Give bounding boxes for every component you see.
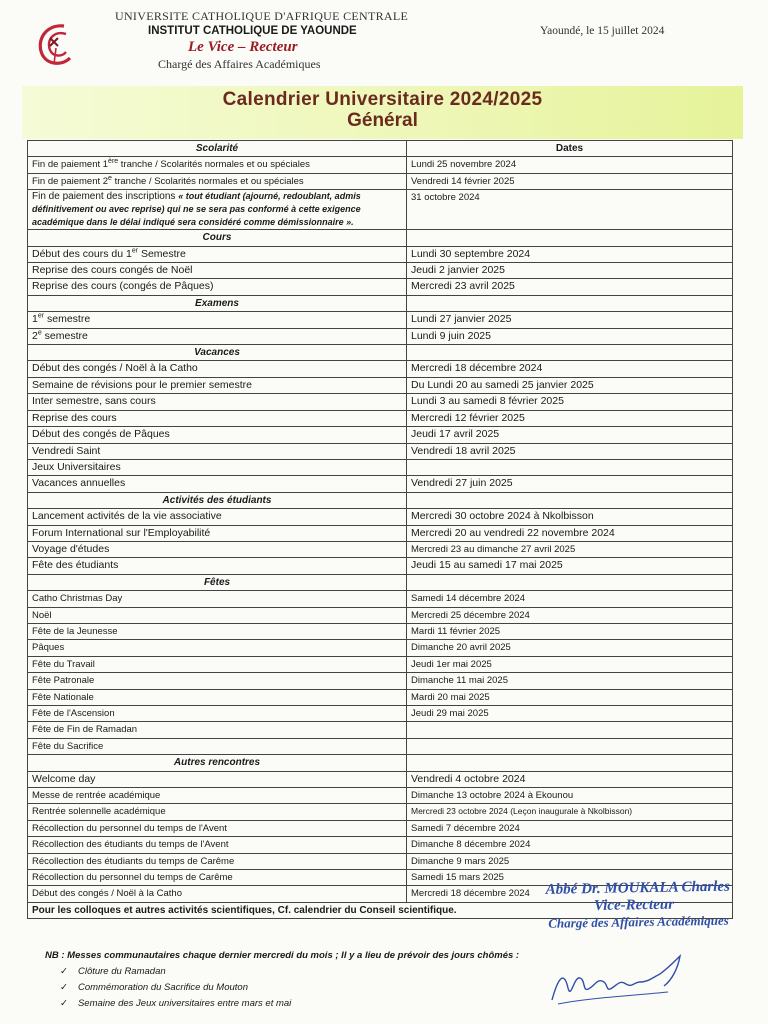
table-row <box>28 246 733 262</box>
table-row <box>28 623 733 639</box>
table-row <box>28 689 733 705</box>
row-date: Mercredi 30 octobre 2024 à Nkolbisson <box>407 509 733 525</box>
calendar-table <box>27 140 733 919</box>
table-row <box>28 706 733 722</box>
row-date: Lundi 9 juin 2025 <box>407 328 733 344</box>
row-label: Début des cours du 1er Semestre <box>28 246 407 262</box>
row-date: Dimanche 13 octobre 2024 à Ekounou <box>407 788 733 804</box>
table-row <box>28 157 733 173</box>
page-title: Calendrier Universitaire 2024/2025 <box>222 89 543 110</box>
institution-header <box>115 9 415 72</box>
row-label: Vendredi Saint <box>28 443 407 459</box>
row-date: Vendredi 27 juin 2025 <box>407 476 733 492</box>
row-date: Mardi 20 mai 2025 <box>407 689 733 705</box>
table-row <box>28 656 733 672</box>
table-row <box>28 459 733 475</box>
row-label: Récollection des étudiants du temps de Carême <box>28 853 407 869</box>
row-date: Lundi 25 novembre 2024 <box>407 157 733 173</box>
table-row <box>28 263 733 279</box>
row-date: Mercredi 18 décembre 2024 <box>407 886 733 902</box>
row-date: Dimanche 20 avril 2025 <box>407 640 733 656</box>
row-label: Début des congés / Noël à la Catho <box>28 886 407 902</box>
office-role: Chargé des Affaires Académiques <box>158 57 321 71</box>
row-date: Samedi 15 mars 2025 <box>407 870 733 886</box>
row-date <box>407 459 733 475</box>
row-label: Fête Patronale <box>28 673 407 689</box>
section-header-activites <box>28 492 733 508</box>
table-row <box>28 476 733 492</box>
table-row <box>28 427 733 443</box>
row-label: Noël <box>28 607 407 623</box>
university-name: UNIVERSITE CATHOLIQUE D'AFRIQUE CENTRALE <box>115 9 409 23</box>
title-banner <box>22 86 743 139</box>
row-label: Messe de rentrée académique <box>28 788 407 804</box>
row-label: Fin de paiement 2e tranche / Scolarités normales et ou spéciales <box>28 173 407 189</box>
row-label: Début des congés de Pâques <box>28 427 407 443</box>
row-date: Mercredi 23 avril 2025 <box>407 279 733 295</box>
table-row <box>28 853 733 869</box>
row-label: Récollection des étudiants du temps de l'Avent <box>28 837 407 853</box>
colloques-note: Pour les colloques et autres activités scientifiques, Cf. calendrier du Conseil scientifique. <box>28 902 733 918</box>
row-label: Pâques <box>28 640 407 656</box>
row-label: Fête de la Jeunesse <box>28 623 407 639</box>
section-title: Cours <box>28 230 407 246</box>
check-mark-icon: ✓ <box>60 966 68 977</box>
section-header-examens <box>28 295 733 311</box>
institute-name: INSTITUT CATHOLIQUE DE YAOUNDE <box>148 25 357 37</box>
row-label: Fête de Fin de Ramadan <box>28 722 407 738</box>
row-date: Mercredi 23 au dimanche 27 avril 2025 <box>407 541 733 557</box>
table-row <box>28 788 733 804</box>
stamp-title: Vice-Recteur <box>593 896 675 914</box>
row-label: Jeux Universitaires <box>28 459 407 475</box>
row-date: Jeudi 1er mai 2025 <box>407 656 733 672</box>
table-row <box>28 738 733 754</box>
row-label: Welcome day <box>28 771 407 787</box>
nb-note: NB : Messes communautaires chaque dernier mercredi du mois ; Il y a lieu de prévoir des jours chômés : <box>45 950 520 961</box>
table-row <box>28 312 733 328</box>
check-mark-icon: ✓ <box>60 982 68 993</box>
table-row <box>28 558 733 574</box>
section-header-vacances <box>28 345 733 361</box>
row-date: Dimanche 9 mars 2025 <box>407 853 733 869</box>
row-date: Du Lundi 20 au samedi 25 janvier 2025 <box>407 377 733 393</box>
row-label: Fête du Sacrifice <box>28 738 407 754</box>
row-date: Mercredi 25 décembre 2024 <box>407 607 733 623</box>
row-date: Dimanche 11 mai 2025 <box>407 673 733 689</box>
row-label: Fête des étudiants <box>28 558 407 574</box>
check-mark-icon: ✓ <box>60 998 68 1009</box>
section-header-scolarite <box>28 141 733 157</box>
table-row <box>28 361 733 377</box>
table-row <box>28 837 733 853</box>
table-row <box>28 190 733 230</box>
stamp-name: Abbé Dr. MOUKALA Charles <box>545 878 731 898</box>
row-date: Mardi 11 février 2025 <box>407 623 733 639</box>
table-row <box>28 804 733 820</box>
section-title: Examens <box>28 295 407 311</box>
table-row <box>28 328 733 344</box>
section-title: Vacances <box>28 345 407 361</box>
row-date <box>407 722 733 738</box>
list-item: ✓ Semaine des Jeux universitaires entre mars et mai <box>60 998 292 1009</box>
table-row <box>28 525 733 541</box>
row-label: Début des congés / Noël à la Catho <box>28 361 407 377</box>
row-label: Fête du Travail <box>28 656 407 672</box>
row-date: Lundi 27 janvier 2025 <box>407 312 733 328</box>
row-date: Dimanche 8 décembre 2024 <box>407 837 733 853</box>
row-label: Inter semestre, sans cours <box>28 394 407 410</box>
list-item: ✓ Commémoration du Sacrifice du Mouton <box>60 982 248 993</box>
row-label: Vacances annuelles <box>28 476 407 492</box>
table-row <box>28 541 733 557</box>
row-date: Mercredi 23 octobre 2024 (Leçon inaugurale à Nkolbisson) <box>407 804 733 820</box>
row-date: 31 octobre 2024 <box>407 190 733 230</box>
row-label: Fin de paiement 1ère tranche / Scolarités normales et ou spéciales <box>28 157 407 173</box>
row-date: Jeudi 29 mai 2025 <box>407 706 733 722</box>
row-date <box>407 738 733 754</box>
row-date: Jeudi 2 janvier 2025 <box>407 263 733 279</box>
row-label: Récollection du personnel du temps de l'Avent <box>28 820 407 836</box>
page-subtitle: Général <box>347 110 418 131</box>
table-row <box>28 394 733 410</box>
row-date: Samedi 7 décembre 2024 <box>407 820 733 836</box>
row-label: Semaine de révisions pour le premier semestre <box>28 377 407 393</box>
row-label: Fin de paiement des inscriptions « tout étudiant (ajourné, redoublant, admis définitivement ou avec reprise) qui ne se sera pas conformé à cette exigence académique dans le délai indiqué sera considéré comme démissionnaire ». <box>28 190 407 230</box>
document-date: Yaoundé, le 15 juillet 2024 <box>540 25 665 37</box>
row-label: Catho Christmas Day <box>28 591 407 607</box>
section-header-autres <box>28 755 733 771</box>
row-label: Fête de l'Ascension <box>28 706 407 722</box>
row-date: Vendredi 18 avril 2025 <box>407 443 733 459</box>
table-row <box>28 771 733 787</box>
table-row <box>28 607 733 623</box>
row-label: Reprise des cours (congés de Pâques) <box>28 279 407 295</box>
row-date: Lundi 3 au samedi 8 février 2025 <box>407 394 733 410</box>
row-date: Vendredi 14 février 2025 <box>407 173 733 189</box>
row-label: Reprise des cours <box>28 410 407 426</box>
row-label: Reprise des cours congés de Noël <box>28 263 407 279</box>
table-row <box>28 173 733 189</box>
ucac-logo <box>28 18 82 72</box>
row-label: Voyage d'études <box>28 541 407 557</box>
row-label: Lancement activités de la vie associative <box>28 509 407 525</box>
table-row <box>28 443 733 459</box>
section-title: Activités des étudiants <box>28 492 407 508</box>
row-label: 1er semestre <box>28 312 407 328</box>
row-date: Mercredi 12 février 2025 <box>407 410 733 426</box>
section-title: Scolarité <box>28 141 407 157</box>
section-header-cours <box>28 230 733 246</box>
official-stamp <box>546 878 757 932</box>
office-title: Le Vice – Recteur <box>188 39 298 55</box>
list-item: ✓ Clôture du Ramadan <box>60 966 166 977</box>
table-row <box>28 640 733 656</box>
row-label: Récollection du personnel du temps de Carême <box>28 870 407 886</box>
table-row <box>28 377 733 393</box>
row-date: Jeudi 17 avril 2025 <box>407 427 733 443</box>
row-label: Forum International sur l'Employabilité <box>28 525 407 541</box>
row-date: Jeudi 15 au samedi 17 mai 2025 <box>407 558 733 574</box>
stamp-role: Chargé des Affaires Académiques <box>548 912 729 931</box>
handwritten-signature <box>548 948 698 1008</box>
dates-column-header: Dates <box>407 141 733 157</box>
section-title: Autres rencontres <box>28 755 407 771</box>
row-label: Rentrée solennelle académique <box>28 804 407 820</box>
table-row <box>28 820 733 836</box>
row-label: 2e semestre <box>28 328 407 344</box>
row-date: Vendredi 4 octobre 2024 <box>407 771 733 787</box>
row-date: Mercredi 18 décembre 2024 <box>407 361 733 377</box>
table-row <box>28 722 733 738</box>
table-row <box>28 509 733 525</box>
section-header-fetes <box>28 574 733 590</box>
table-row <box>28 410 733 426</box>
table-row <box>28 279 733 295</box>
table-row <box>28 591 733 607</box>
section-title: Fêtes <box>28 574 407 590</box>
row-label: Fête Nationale <box>28 689 407 705</box>
row-date: Mercredi 20 au vendredi 22 novembre 2024 <box>407 525 733 541</box>
table-row <box>28 673 733 689</box>
row-date: Lundi 30 septembre 2024 <box>407 246 733 262</box>
row-date: Samedi 14 décembre 2024 <box>407 591 733 607</box>
